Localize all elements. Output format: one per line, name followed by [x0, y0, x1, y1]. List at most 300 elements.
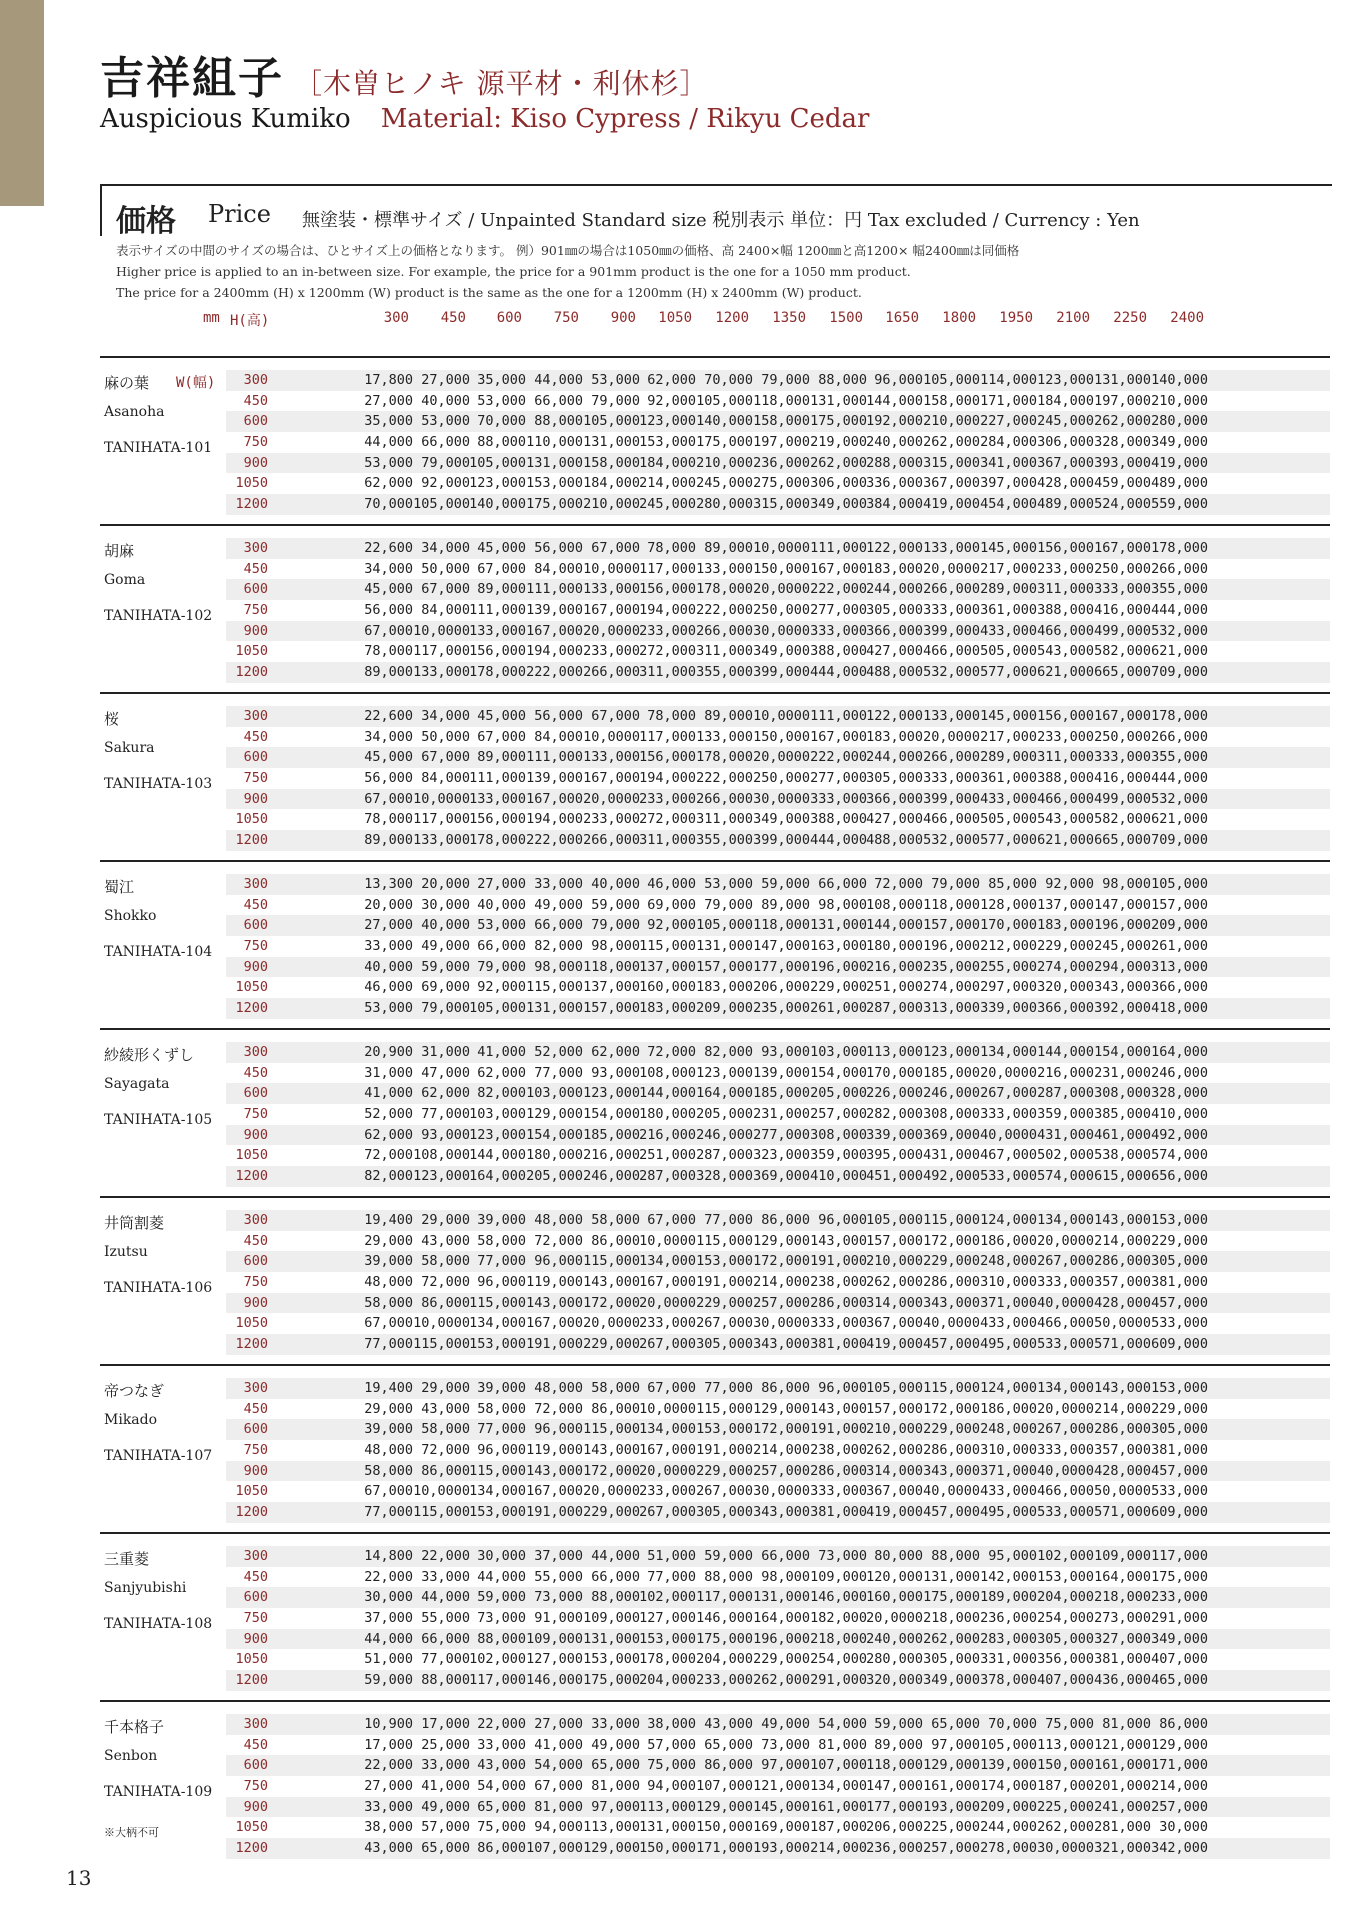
price-cell: 27,000 — [477, 876, 526, 892]
price-cell: 121,000 — [1094, 1736, 1151, 1753]
price-cell: 70,000 — [988, 1716, 1037, 1732]
row-height-label: 600 — [243, 1589, 268, 1606]
price-cell: 311,000 — [696, 811, 753, 828]
price-cell: 262,000 — [753, 1672, 810, 1689]
price-cell: 273,000 — [1094, 1610, 1151, 1627]
price-cell: 89,000 — [364, 832, 413, 849]
width-column-label: 1500 — [829, 310, 863, 326]
price-cell: 196,000 — [810, 958, 867, 975]
price-conditions: 無塗装・標準サイズ / Unpainted Standard size 税別表示 単位：円 Tax excluded / Currency : Yen — [302, 210, 1140, 231]
section-divider — [100, 1028, 1330, 1030]
price-cell: 225,000 — [1037, 1798, 1094, 1815]
price-cell: 10,0000 — [413, 1315, 470, 1332]
price-cell: 107,000 — [810, 1757, 867, 1774]
price-cell: 357,000 — [1094, 1274, 1151, 1291]
price-cell: 196,000 — [923, 938, 980, 955]
price-cell: 222,000 — [526, 664, 583, 681]
price-cell: 40,000 — [477, 896, 526, 913]
price-cell: 410,000 — [1151, 1106, 1208, 1123]
price-cell: 86,000 — [1159, 1716, 1208, 1732]
price-cell: 144,000 — [1037, 1044, 1094, 1060]
price-cell: 47,000 — [421, 1064, 470, 1081]
price-cell: 217,000 — [980, 560, 1037, 577]
price-cell: 371,000 — [980, 1294, 1037, 1311]
price-cell: 399,000 — [923, 790, 980, 807]
price-cell: 167,000 — [1094, 540, 1151, 556]
price-cell: 339,000 — [980, 1000, 1037, 1017]
row-height-label: 750 — [243, 434, 268, 451]
price-cell: 359,000 — [1037, 1106, 1094, 1123]
price-cell: 41,000 — [421, 1778, 470, 1795]
section-divider — [100, 524, 1330, 526]
price-cell: 54,000 — [477, 1778, 526, 1795]
price-cell: 57,000 — [647, 1736, 696, 1753]
price-cell: 233,000 — [1037, 728, 1094, 745]
price-cell: 31,000 — [421, 1044, 470, 1060]
price-cell: 56,000 — [364, 602, 413, 619]
price-cell: 88,000 — [931, 1548, 980, 1564]
price-cell: 161,000 — [1094, 1757, 1151, 1774]
price-cell: 532,000 — [923, 664, 980, 681]
price-cell: 399,000 — [753, 832, 810, 849]
price-cell: 281,000 — [1094, 1819, 1151, 1836]
price-cell: 143,000 — [526, 1294, 583, 1311]
price-cell: 45,000 — [477, 708, 526, 724]
price-cell: 27,000 — [534, 1716, 583, 1732]
price-cell: 167,000 — [526, 1315, 583, 1332]
price-cell: 150,000 — [1037, 1757, 1094, 1774]
price-cell: 121,000 — [753, 1778, 810, 1795]
price-cell: 140,000 — [469, 496, 526, 513]
price-cell: 58,000 — [364, 1462, 413, 1479]
price-cell: 381,000 — [810, 1504, 867, 1521]
price-cell: 62,000 — [364, 475, 413, 492]
price-cell: 214,000 — [639, 475, 696, 492]
price-cell: 58,000 — [477, 1232, 526, 1249]
price-cell: 210,000 — [866, 1253, 923, 1270]
page-title — [100, 42, 709, 106]
table-row — [226, 1145, 1330, 1166]
price-cell: 111,000 — [526, 581, 583, 598]
price-cell: 44,000 — [591, 1548, 640, 1564]
row-height-label: 300 — [243, 708, 268, 724]
price-cell: 428,000 — [1094, 1294, 1151, 1311]
price-cell: 157,000 — [583, 1000, 640, 1017]
price-cell: 177,000 — [866, 1798, 923, 1815]
table-row — [226, 1440, 1330, 1461]
price-cell: 40,0000 — [923, 1315, 980, 1332]
price-cell: 65,000 — [931, 1716, 980, 1732]
price-cell: 30,000 — [364, 1589, 413, 1606]
price-cell: 205,000 — [696, 1106, 753, 1123]
price-cell: 355,000 — [1151, 581, 1208, 598]
product-code: TANIHATA-109 — [104, 1784, 213, 1800]
price-cell: 96,000 — [534, 1421, 583, 1438]
price-cell: 229,000 — [923, 1421, 980, 1438]
price-cell: 210,000 — [923, 413, 980, 430]
row-height-label: 750 — [243, 1442, 268, 1459]
price-cell: 210,000 — [696, 454, 753, 471]
price-rows — [226, 1378, 1330, 1523]
price-cell: 78,000 — [647, 540, 696, 556]
width-column-label: 2100 — [1056, 310, 1090, 326]
price-cell: 187,000 — [810, 1819, 867, 1836]
price-cell: 357,000 — [1094, 1442, 1151, 1459]
price-cell: 444,000 — [810, 664, 867, 681]
price-cell: 262,000 — [866, 1274, 923, 1291]
price-cell: 89,000 — [477, 749, 526, 766]
price-cell: 20,0000 — [583, 790, 640, 807]
table-row — [226, 1313, 1330, 1334]
price-cell: 29,000 — [364, 1232, 413, 1249]
price-cell: 431,000 — [923, 1147, 980, 1164]
price-cell: 33,000 — [591, 1716, 640, 1732]
price-cell: 75,000 — [1045, 1716, 1094, 1732]
price-cell: 20,0000 — [1037, 1400, 1094, 1417]
product-block — [100, 1532, 1330, 1689]
price-cell: 204,000 — [639, 1672, 696, 1689]
table-row — [226, 1334, 1330, 1355]
width-column-label: 600 — [496, 310, 522, 326]
price-cell: 172,000 — [923, 1232, 980, 1249]
price-cell: 117,000 — [413, 643, 470, 660]
price-cell: 131,000 — [639, 1819, 696, 1836]
product-name-jp: 蜀江 — [104, 878, 135, 896]
row-height-label: 1050 — [235, 643, 268, 660]
price-cell: 153,000 — [1151, 1212, 1208, 1228]
price-cell: 10,0000 — [413, 622, 470, 639]
price-cell: 419,000 — [923, 496, 980, 513]
price-cell: 225,000 — [923, 1819, 980, 1836]
row-height-label: 750 — [243, 770, 268, 787]
price-cell: 466,000 — [1037, 1483, 1094, 1500]
price-cell: 30,0000 — [1037, 1840, 1094, 1857]
price-rows — [226, 1042, 1330, 1187]
price-cell: 53,000 — [477, 917, 526, 934]
unit-label: mm — [203, 310, 220, 326]
width-column-label: 2400 — [1170, 310, 1204, 326]
price-cell: 79,000 — [591, 392, 640, 409]
price-cell: 218,000 — [923, 1610, 980, 1627]
product-name-en: Senbon — [104, 1748, 158, 1764]
price-cell: 82,000 — [364, 1168, 413, 1185]
price-cell: 10,0000 — [413, 790, 470, 807]
price-cell: 129,000 — [583, 1840, 640, 1857]
price-cell: 79,000 — [421, 454, 470, 471]
price-cell: 488,000 — [866, 664, 923, 681]
price-cell: 216,000 — [866, 958, 923, 975]
price-cell: 171,000 — [1151, 1757, 1208, 1774]
product-code: TANIHATA-103 — [104, 776, 213, 792]
price-cell: 191,000 — [810, 1253, 867, 1270]
row-height-label: 1050 — [235, 1315, 268, 1332]
price-cell: 44,000 — [364, 1630, 413, 1647]
price-cell: 183,000 — [639, 1000, 696, 1017]
price-cell: 262,000 — [923, 1630, 980, 1647]
price-cell: 161,000 — [923, 1778, 980, 1795]
price-cell: 143,000 — [526, 1462, 583, 1479]
price-cell: 308,000 — [810, 1126, 867, 1143]
price-cell: 150,000 — [753, 728, 810, 745]
price-cell: 499,000 — [1094, 622, 1151, 639]
price-cell: 88,000 — [591, 1589, 640, 1606]
price-cell: 79,000 — [421, 1000, 470, 1017]
price-cell: 333,000 — [810, 790, 867, 807]
table-row — [226, 621, 1330, 642]
price-cell: 250,000 — [1094, 560, 1151, 577]
price-cell: 98,000 — [818, 896, 867, 913]
price-cell: 310,000 — [980, 1442, 1037, 1459]
price-cell: 56,000 — [364, 770, 413, 787]
row-height-label: 1050 — [235, 979, 268, 996]
price-cell: 186,000 — [980, 1232, 1037, 1249]
table-row — [226, 915, 1330, 936]
price-cell: 180,000 — [866, 938, 923, 955]
price-cell: 89,000 — [874, 1736, 923, 1753]
price-cell: 77,000 — [704, 1212, 753, 1228]
price-cell: 66,000 — [761, 1548, 810, 1564]
price-cell: 133,000 — [413, 832, 470, 849]
product-block — [100, 692, 1330, 849]
price-cell: 98,000 — [591, 938, 640, 955]
price-cell: 54,000 — [534, 1757, 583, 1774]
price-cell: 59,000 — [704, 1548, 753, 1564]
table-row — [226, 1735, 1330, 1756]
price-cell: 52,000 — [364, 1106, 413, 1123]
price-cell: 85,000 — [988, 876, 1037, 892]
price-cell: 543,000 — [1037, 643, 1094, 660]
price-cell: 206,000 — [753, 979, 810, 996]
price-cell: 388,000 — [810, 811, 867, 828]
price-cell: 274,000 — [923, 979, 980, 996]
price-cell: 367,000 — [866, 1315, 923, 1332]
table-row — [226, 1231, 1330, 1252]
price-cell: 143,000 — [1094, 1212, 1151, 1228]
price-header — [100, 184, 1332, 239]
row-height-label: 450 — [243, 728, 268, 745]
price-cell: 131,000 — [753, 1589, 810, 1606]
product-name-en: Asanoha — [104, 404, 165, 420]
price-cell: 129,000 — [753, 1400, 810, 1417]
price-label-en: Price — [208, 200, 271, 228]
price-cell: 111,000 — [469, 602, 526, 619]
price-cell: 55,000 — [421, 1610, 470, 1627]
price-rows — [226, 1714, 1330, 1859]
price-cell: 156,000 — [639, 749, 696, 766]
price-cell: 574,000 — [1037, 1168, 1094, 1185]
price-cell: 175,000 — [696, 1630, 753, 1647]
row-height-label: 750 — [243, 938, 268, 955]
price-cell: 153,000 — [469, 1336, 526, 1353]
price-cell: 305,000 — [866, 602, 923, 619]
price-cell: 39,000 — [477, 1212, 526, 1228]
price-cell: 66,000 — [818, 876, 867, 892]
price-cell: 274,000 — [1037, 958, 1094, 975]
price-cell: 102,000 — [469, 1651, 526, 1668]
price-cell: 341,000 — [980, 454, 1037, 471]
price-cell: 178,000 — [639, 1651, 696, 1668]
price-cell: 366,000 — [1037, 1000, 1094, 1017]
price-cell: 123,000 — [469, 1126, 526, 1143]
price-cell: 158,000 — [583, 454, 640, 471]
price-cell: 356,000 — [1037, 1651, 1094, 1668]
price-cell: 67,000 — [534, 1778, 583, 1795]
table-row — [226, 1293, 1330, 1314]
price-cell: 366,000 — [1151, 979, 1208, 996]
price-cell: 73,000 — [761, 1736, 810, 1753]
price-cell: 359,000 — [810, 1147, 867, 1164]
price-cell: 96,000 — [818, 1212, 867, 1228]
price-cell: 118,000 — [753, 392, 810, 409]
product-name-jp: 桜 — [104, 710, 120, 728]
price-cell: 184,000 — [583, 475, 640, 492]
price-cell: 150,000 — [696, 1819, 753, 1836]
table-row — [226, 391, 1330, 412]
price-cell: 143,000 — [810, 1232, 867, 1249]
price-cell: 245,000 — [1037, 413, 1094, 430]
price-cell: 115,000 — [923, 1212, 980, 1228]
row-height-label: 900 — [243, 1630, 268, 1647]
price-cell: 175,000 — [526, 496, 583, 513]
price-cell: 306,000 — [1037, 434, 1094, 451]
price-cell: 119,000 — [526, 1442, 583, 1459]
price-cell: 77,000 — [364, 1336, 413, 1353]
price-cell: 115,000 — [413, 1336, 470, 1353]
row-height-label: 900 — [243, 1798, 268, 1815]
price-cell: 311,000 — [1037, 749, 1094, 766]
price-cell: 709,000 — [1151, 832, 1208, 849]
price-cell: 146,000 — [696, 1610, 753, 1627]
price-cell: 245,000 — [1094, 938, 1151, 955]
price-cell: 58,000 — [364, 1294, 413, 1311]
price-cell: 457,000 — [923, 1336, 980, 1353]
price-cell: 266,000 — [696, 790, 753, 807]
price-cell: 46,000 — [647, 876, 696, 892]
price-cell: 94,000 — [647, 1778, 696, 1795]
price-cell: 59,000 — [591, 896, 640, 913]
price-cell: 105,000 — [469, 1000, 526, 1017]
title-en: Auspicious Kumiko — [100, 104, 351, 134]
price-cell: 343,000 — [1094, 979, 1151, 996]
price-cell: 349,000 — [923, 1672, 980, 1689]
price-cell: 113,000 — [866, 1044, 923, 1060]
price-cell: 58,000 — [591, 1212, 640, 1228]
table-row — [226, 1817, 1330, 1838]
price-cell: 48,000 — [364, 1442, 413, 1459]
price-cell: 222,000 — [526, 832, 583, 849]
price-cell: 86,000 — [761, 1212, 810, 1228]
price-cell: 416,000 — [1094, 602, 1151, 619]
price-cell: 29,000 — [421, 1212, 470, 1228]
row-height-label: 600 — [243, 581, 268, 598]
price-cell: 457,000 — [1151, 1294, 1208, 1311]
price-cell: 499,000 — [1094, 790, 1151, 807]
price-cell: 381,000 — [810, 1336, 867, 1353]
table-row — [226, 809, 1330, 830]
price-cell: 185,000 — [753, 1085, 810, 1102]
price-cell: 343,000 — [753, 1336, 810, 1353]
price-cell: 117,000 — [696, 1589, 753, 1606]
table-row — [226, 1251, 1330, 1272]
price-cell: 73,000 — [534, 1589, 583, 1606]
price-cell: 191,000 — [526, 1336, 583, 1353]
price-cell: 123,000 — [696, 1064, 753, 1081]
row-height-label: 450 — [243, 1568, 268, 1585]
price-cell: 107,000 — [696, 1778, 753, 1795]
price-cell: 167,000 — [526, 622, 583, 639]
price-cell: 308,000 — [923, 1106, 980, 1123]
price-cell: 66,000 — [421, 434, 470, 451]
price-cell: 13,300 — [364, 876, 413, 892]
price-cell: 77,000 — [421, 1106, 470, 1123]
price-cell: 119,000 — [526, 1274, 583, 1291]
price-cell: 67,000 — [477, 560, 526, 577]
price-cell: 38,000 — [364, 1819, 413, 1836]
price-cell: 361,000 — [980, 770, 1037, 787]
price-cell: 233,000 — [1151, 1589, 1208, 1606]
price-cell: 117,000 — [639, 728, 696, 745]
price-rows — [226, 1546, 1330, 1691]
price-cell: 244,000 — [866, 581, 923, 598]
price-cell: 454,000 — [980, 496, 1037, 513]
price-cell: 178,000 — [1151, 540, 1208, 556]
table-row — [226, 1272, 1330, 1293]
price-cell: 67,000 — [364, 1315, 413, 1332]
price-cell: 343,000 — [923, 1294, 980, 1311]
price-cell: 333,000 — [1094, 749, 1151, 766]
price-cell: 266,000 — [923, 581, 980, 598]
width-column-label: 300 — [383, 310, 409, 326]
price-cell: 50,000 — [421, 560, 470, 577]
price-cell: 246,000 — [923, 1085, 980, 1102]
price-cell: 333,000 — [1037, 1274, 1094, 1291]
price-cell: 49,000 — [761, 1716, 810, 1732]
price-cell: 84,000 — [421, 770, 470, 787]
price-cell: 92,000 — [647, 392, 696, 409]
price-cell: 262,000 — [1037, 1819, 1094, 1836]
section-divider — [100, 1364, 1330, 1366]
price-cell: 67,000 — [364, 622, 413, 639]
price-cell: 134,000 — [1037, 1212, 1094, 1228]
price-cell: 107,000 — [526, 1840, 583, 1857]
price-cell: 311,000 — [639, 664, 696, 681]
price-cell: 192,000 — [866, 413, 923, 430]
price-cell: 209,000 — [980, 1798, 1037, 1815]
price-cell: 543,000 — [1037, 811, 1094, 828]
price-cell: 115,000 — [639, 938, 696, 955]
price-cell: 209,000 — [1151, 917, 1208, 934]
price-cell: 392,000 — [1094, 1000, 1151, 1017]
price-cell: 150,000 — [753, 560, 810, 577]
price-cell: 86,000 — [477, 1840, 526, 1857]
table-row — [226, 538, 1330, 559]
price-cell: 17,000 — [421, 1716, 470, 1732]
price-cell: 97,000 — [591, 1798, 640, 1815]
price-cell: 218,000 — [810, 1630, 867, 1647]
price-cell: 44,000 — [534, 372, 583, 388]
price-cell: 134,000 — [469, 1483, 526, 1500]
price-cell: 34,000 — [364, 560, 413, 577]
price-cell: 153,000 — [1037, 1568, 1094, 1585]
product-code: TANIHATA-101 — [104, 440, 213, 456]
table-row — [226, 957, 1330, 978]
price-cell: 133,000 — [469, 790, 526, 807]
price-cell: 342,000 — [1151, 1840, 1208, 1857]
price-cell: 154,000 — [1094, 1044, 1151, 1060]
price-cell: 98,000 — [534, 958, 583, 975]
price-cell: 62,000 — [647, 372, 696, 388]
price-cell: 10,0000 — [583, 560, 640, 577]
